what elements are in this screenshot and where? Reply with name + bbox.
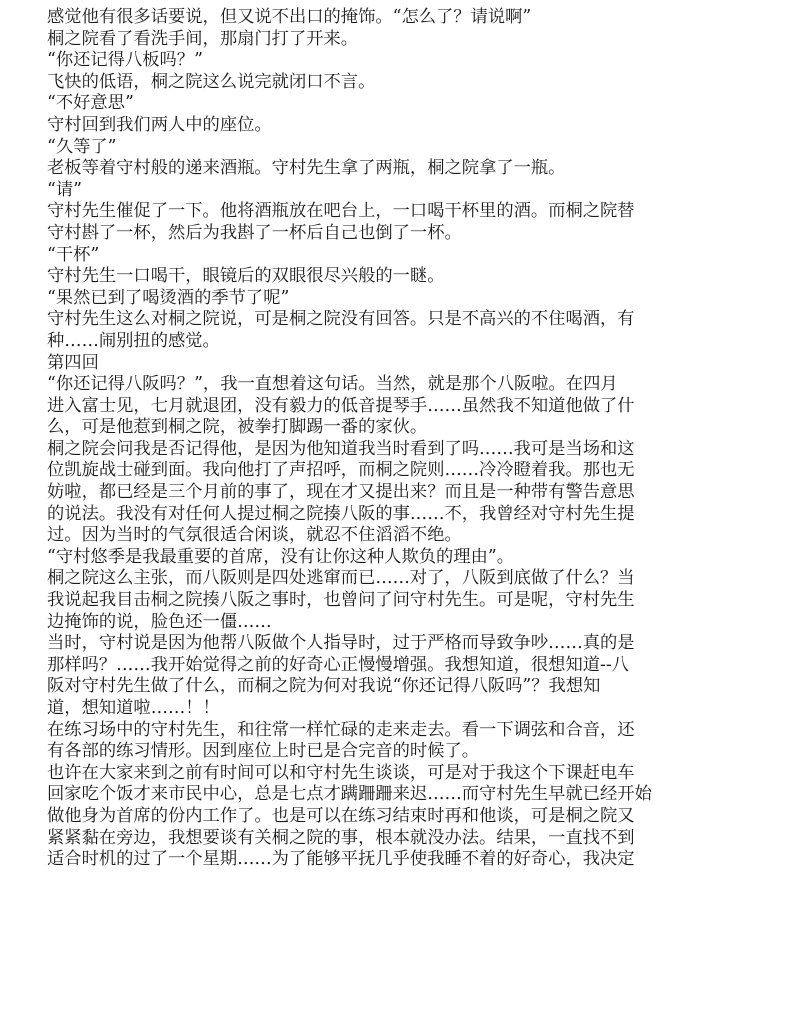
text-line: 道，想知道啦……！！ xyxy=(47,698,220,718)
text-line: 桐之院这么主张，而八阪则是四处逃窜而已……对了，八阪到底做了什么？当 xyxy=(47,568,635,589)
text-line: “守村悠季是我最重要的首席，没有让你这种人欺负的理由”。 xyxy=(47,546,514,567)
text-line: “你还记得八板吗？” xyxy=(47,50,203,71)
text-line: 我说起我目击桐之院揍八阪之事时，也曾问了问守村先生。可是呢，守村先生 xyxy=(47,590,635,611)
text-line: “果然已到了喝烫酒的季节了呢” xyxy=(47,287,290,308)
text-line: 妨啦，都已经是三个月前的事了，现在才又提出来？而且是一种带有警告意思 xyxy=(47,482,635,503)
text-line: 桐之院看了看洗手间，那扇门打了开来。 xyxy=(47,28,359,49)
chapter-heading: 第四回 xyxy=(47,352,99,373)
text-line: 紧紧黏在旁边，我想要谈有关桐之院的事，根本就没办法。结果，一直找不到 xyxy=(47,827,635,848)
text-line: 过。因为当时的气氛很适合闲谈，就忍不住滔滔不绝。 xyxy=(47,525,462,546)
text-line: 做他身为首席的份内工作了。也是可以在练习结束时再和他谈，可是桐之院又 xyxy=(47,805,635,826)
text-line: 进入富士见，七月就退团，没有毅力的低音提琴手……虽然我不知道他做了什 xyxy=(47,395,635,416)
text-line: 也许在大家来到之前有时间可以和守村先生谈谈，可是对于我这个下课赶电车 xyxy=(47,762,635,783)
text-line: 么，可是他惹到桐之院，被拳打脚踢一番的家伙。 xyxy=(47,417,428,438)
text-line: “久等了” xyxy=(47,136,117,157)
text-line: 的说法。我没有对任何人提过桐之院揍八阪的事……不，我曾经对守村先生提 xyxy=(47,503,635,524)
text-line: 适合时机的过了一个星期……为了能够平抚几乎使我睡不着的好奇心，我决定 xyxy=(47,849,635,870)
text-line: 回家吃个饭才来市民中心，总是七点才蹒跚跚来迟……而守村先生早就已经开始 xyxy=(47,784,652,805)
text-line: 种……闹别扭的感觉。 xyxy=(47,330,220,351)
text-line: 阪对守村先生做了什么，而桐之院为何对我说“你还记得八阪吗”？我想知 xyxy=(47,676,601,697)
text-line: 守村回到我们两人中的座位。 xyxy=(47,114,272,135)
text-line: 那样吗？……我开始觉得之前的好奇心正慢慢增强。我想知道，很想知道--八 xyxy=(47,654,629,675)
text-line: 有各部的练习情形。因到座位上时已是合完音的时候了。 xyxy=(47,741,480,762)
text-line: 在练习场中的守村先生，和往常一样忙碌的走来走去。看一下调弦和合音，还 xyxy=(47,719,635,740)
text-line: “请” xyxy=(47,179,82,200)
text-line: “不好意思” xyxy=(47,93,134,114)
text-line: 感觉他有很多话要说，但又说不出口的掩饰。“怎么了？请说啊” xyxy=(47,7,532,27)
text-line: 守村先生一口喝干，眼镜后的双眼很尽兴般的一瞇。 xyxy=(47,266,445,287)
text-line: “干杯” xyxy=(47,244,100,265)
text-line: 飞快的低语，桐之院这么说完就闭口不言。 xyxy=(47,71,376,92)
text-line: 边掩饰的说，脸色还一僵…… xyxy=(47,611,272,632)
text-line: 桐之院会问我是否记得他，是因为他知道我当时看到了吗……我可是当场和这 xyxy=(47,438,635,459)
text-line: 守村斟了一杯，然后为我斟了一杯后自己也倒了一杯。 xyxy=(47,222,462,243)
text-line: 当时，守村说是因为他帮八阪做个人指导时，过于严格而导致争吵……真的是 xyxy=(47,633,635,654)
text-line: “你还记得八阪吗？”，我一直想着这句话。当然，就是那个八阪啦。在四月 xyxy=(47,374,618,395)
text-line: 老板等着守村般的递来酒瓶。守村先生拿了两瓶，桐之院拿了一瓶。 xyxy=(47,158,566,179)
text-line: 守村先生催促了一下。他将酒瓶放在吧台上，一口喝干杯里的酒。而桐之院替 xyxy=(47,201,635,222)
text-line: 守村先生这么对桐之院说，可是桐之院没有回答。只是不高兴的不住喝酒，有 xyxy=(47,309,635,330)
text-line: 位凯旋战士碰到面。我向他打了声招呼，而桐之院则……冷冷瞪着我。那也无 xyxy=(47,460,635,481)
document-page xyxy=(47,7,753,871)
